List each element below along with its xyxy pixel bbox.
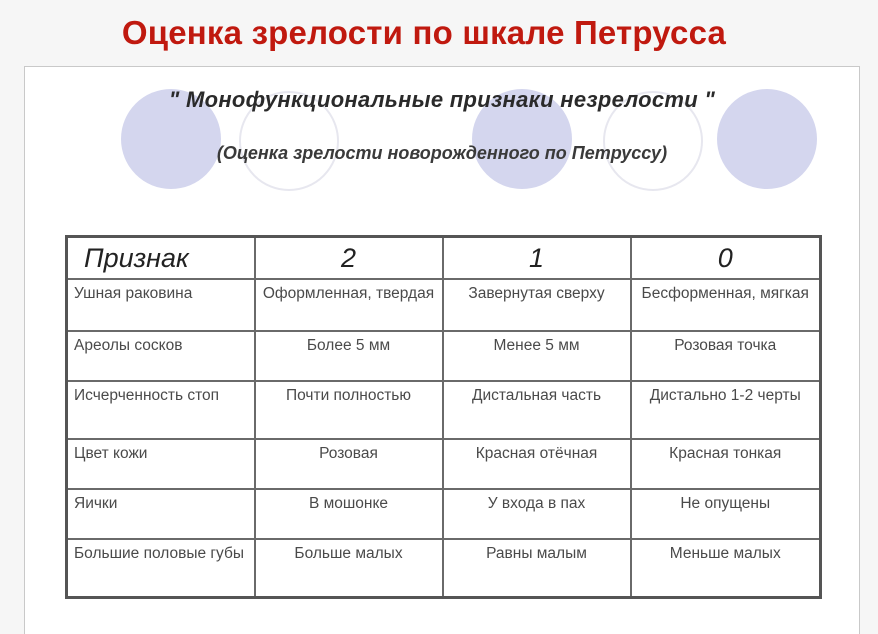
table-row [67, 539, 821, 598]
score-1-cell: Равны малым [443, 539, 631, 598]
sign-cell: Исчерченность стоп [67, 381, 255, 439]
score-2-cell: Более 5 мм [255, 331, 443, 381]
column-header: Признак [67, 237, 255, 280]
slide-subheading: (Оценка зрелости новорожденного по Петруссу) [216, 143, 668, 163]
score-0-cell: Красная тонкая [631, 439, 821, 489]
column-header: 2 [255, 237, 443, 280]
score-0-cell: Розовая точка [631, 331, 821, 381]
table-row [67, 489, 821, 539]
maturity-table [65, 235, 822, 599]
score-2-cell: Больше малых [255, 539, 443, 598]
table-header-row [67, 237, 821, 280]
sign-cell: Большие половые губы [67, 539, 255, 598]
score-2-cell: Почти полностью [255, 381, 443, 439]
page-title: Оценка зрелости по шкале Петрусса [121, 14, 727, 51]
score-0-cell: Дистально 1-2 черты [631, 381, 821, 439]
sign-cell: Цвет кожи [67, 439, 255, 489]
slide-heading: " Монофункциональные признаки незрелости " [168, 87, 716, 112]
table-row [67, 381, 821, 439]
score-0-cell: Не опущены [631, 489, 821, 539]
table-row [67, 439, 821, 489]
score-2-cell: Оформленная, твердая [255, 279, 443, 331]
table-row [67, 331, 821, 381]
column-header: 1 [443, 237, 631, 280]
score-1-cell: Дистальная часть [443, 381, 631, 439]
score-2-cell: Розовая [255, 439, 443, 489]
table-row [67, 279, 821, 331]
score-1-cell: Завернутая сверху [443, 279, 631, 331]
sign-cell: Ареолы сосков [67, 331, 255, 381]
sign-cell: Яички [67, 489, 255, 539]
sign-cell: Ушная раковина [67, 279, 255, 331]
column-header: 0 [631, 237, 821, 280]
score-0-cell: Бесформенная, мягкая [631, 279, 821, 331]
slide [24, 66, 860, 634]
score-2-cell: В мошонке [255, 489, 443, 539]
score-1-cell: Менее 5 мм [443, 331, 631, 381]
score-1-cell: Красная отёчная [443, 439, 631, 489]
score-1-cell: У входа в пах [443, 489, 631, 539]
score-0-cell: Меньше малых [631, 539, 821, 598]
